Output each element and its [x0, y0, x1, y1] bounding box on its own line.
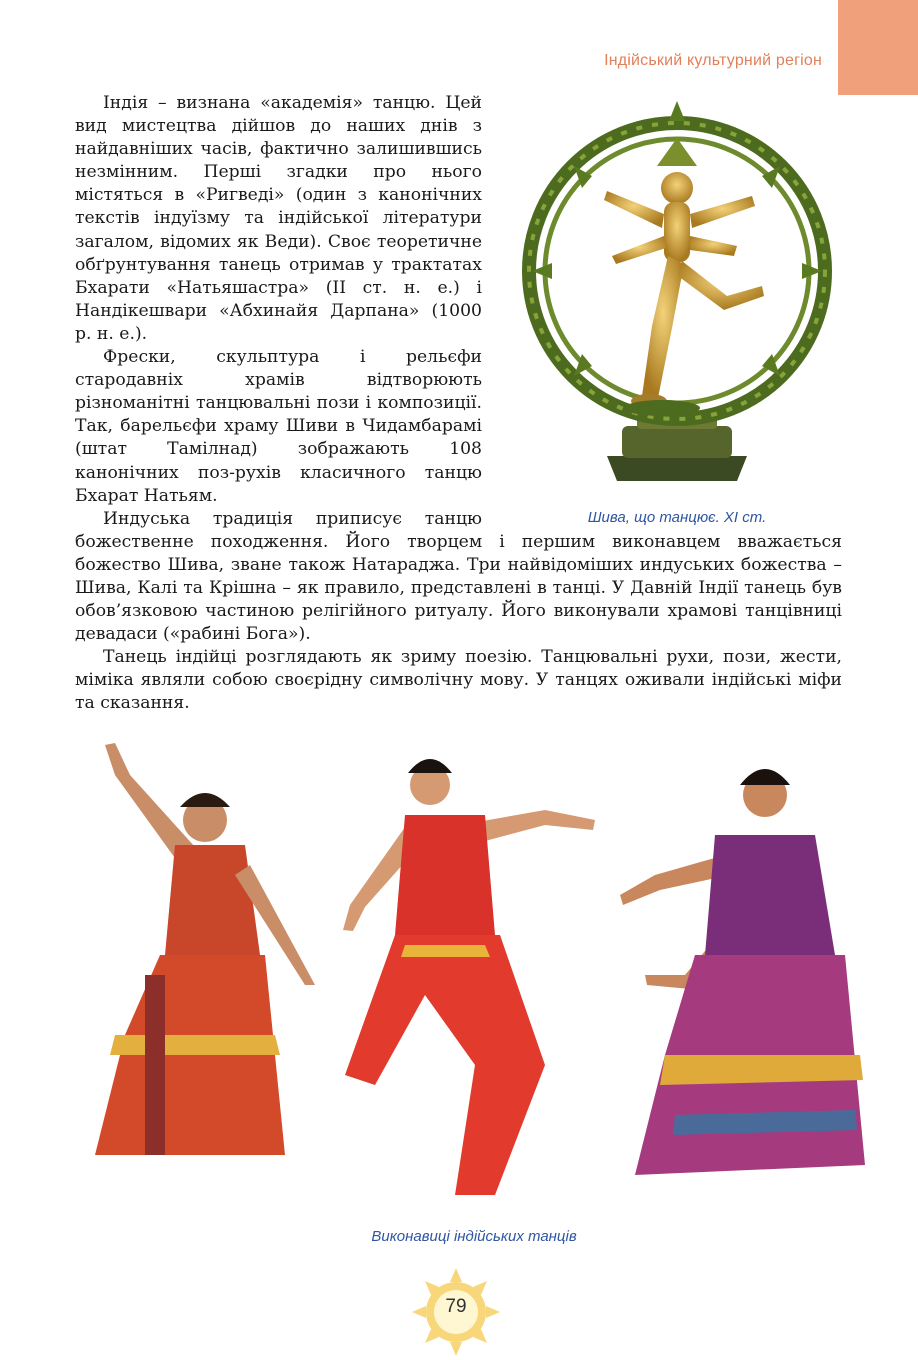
paragraph-1: Індія – визнана «академія» танцю. Цей вид мистецтва дійшов до наших днів з найдавніших часів, фактично залишившись незмінним. Перші згадки про нього містяться в «Ригведі» (один з канонічних текстів індуїзму та індійської літератури загалом, відомих як Веди). Своє теоретичне обґрунтування танець отримав у трактатах Бхарати «Натьяшастра» (ІІ ст. н. е.) і Нандікешвари «Абхинайя Дарпана» (1000 р. н. е.).: [75, 93, 482, 344]
paragraph-4: Танець індійці розглядають як зриму поезію. Танцювальні рухи, пози, жести, міміка являли собою своєрідну символічну мову. У танцях оживали індійські міфи та сказання.: [75, 647, 842, 714]
page-number: 79: [445, 1296, 467, 1317]
article-body: [75, 92, 842, 716]
dancers-caption: Виконавиці індійських танців: [371, 1228, 577, 1245]
dancer-left: [95, 743, 315, 1155]
shiva-caption: Шива, що танцює. ХІ ст.: [587, 509, 767, 526]
shiva-figure: [512, 96, 842, 528]
dancer-right: [620, 769, 865, 1175]
dancers-photo: [75, 735, 875, 1205]
running-head: Індійський культурний регіон: [604, 52, 822, 69]
shiva-nataraja-image: [512, 96, 842, 486]
dancer-middle: [343, 759, 595, 1195]
paragraph-2: Фрески, скульптура і рельєфи стародавніх храмів відтворюють різноманітні танцювальні пози і композиції. Так, барельєфи храму Шиви в Чидамбарамі (штат Тамілнад) зображають 108 канонічних поз-рухів класичного танцю Бхарат Натьям.: [75, 347, 482, 506]
corner-accent-block: [838, 0, 918, 95]
paragraph-3: Индуська традиція приписує танцю божественне походження. Його творцем і першим виконавцем вважається божество Шива, зване також Натараджа. Три найвідоміших индуських божества – Шива, Калі та Крішна – як правило, представлені в танці. У Давній Індії танець був обов’язковою частиною релігійного ритуалу. Його виконували храмові танцівниці девадаси («рабині Бога»).: [75, 508, 842, 645]
